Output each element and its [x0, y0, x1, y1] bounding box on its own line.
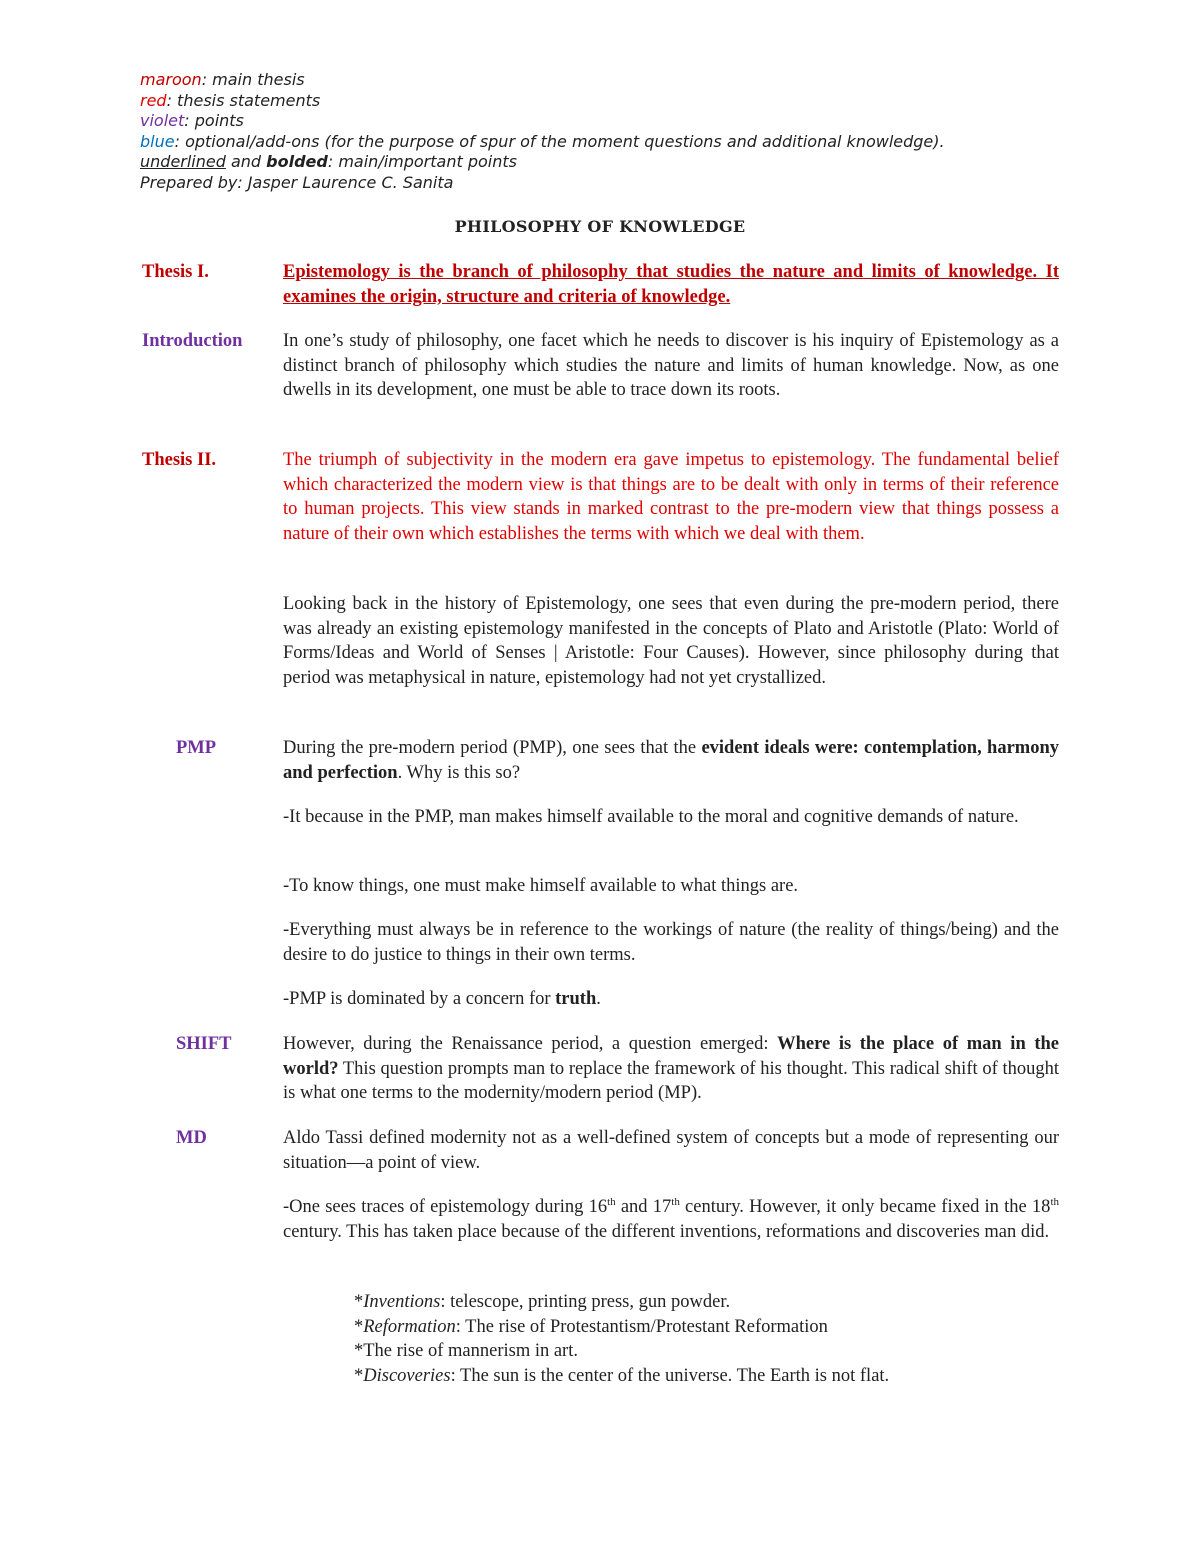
- list-item: [354, 1290, 1074, 1315]
- shift-text: [283, 1032, 1059, 1106]
- list-rest: : telescope, printing press, gun powder.: [440, 1292, 731, 1312]
- legend-and: and: [225, 152, 267, 171]
- pmp-text-bold: evident ideals were: contemplation, harmony and perfection: [283, 738, 1059, 783]
- list-star: *: [354, 1366, 364, 1387]
- pmp-point-1: -It because in the PMP, man makes himself available to the moral and cognitive demands of nature.: [283, 807, 1019, 827]
- legend-desc-red: : thesis statements: [166, 90, 321, 110]
- md-sup-3: th: [1050, 1195, 1059, 1208]
- legend-key-red: red: [140, 90, 167, 110]
- md-label: MD: [176, 1128, 207, 1148]
- thesis-1-label: Thesis I.: [142, 262, 209, 282]
- pmp-text-a: During the pre-modern period (PMP), one sees that the: [283, 738, 702, 758]
- list-key: Reformation: [363, 1316, 456, 1337]
- pmp-point-3: -Everything must always be in reference to the workings of nature (the reality of things/being) and the desire to do justice to things in their own terms.: [283, 920, 1059, 965]
- md-traces-d: century. This has taken place because of the different inventions, reformations and discoveries man did.: [283, 1221, 1050, 1242]
- legend-key-maroon: maroon: [140, 70, 202, 89]
- md-sup-1: th: [607, 1195, 616, 1208]
- thesis-2-text: The triumph of subjectivity in the modern era gave impetus to epistemology. The fundamental belief which characterized the modern view is that things are to be dealt with only in terms of their reference to human projects. This view stands in marked contrast to the pre-modern view that things possess a nature of their own which establishes the terms with which we deal with them.: [283, 450, 1059, 545]
- legend-line-violet: [140, 111, 1080, 132]
- md-traces-b: and 17: [615, 1197, 672, 1217]
- md-text: Aldo Tassi defined modernity not as a well-defined system of concepts but a mode of representing our situation—a point of view.: [283, 1128, 1059, 1173]
- pmp-text-b: . Why is this so?: [397, 762, 521, 783]
- pmp-point-2: -To know things, one must make himself available to what things are.: [283, 876, 799, 896]
- legend-line-format: [140, 152, 1080, 173]
- md-traces-c: century. However, it only became fixed in the 18: [679, 1197, 1051, 1217]
- md-sup-2: th: [671, 1195, 680, 1208]
- examples-list: [354, 1290, 1074, 1389]
- document-title: PHILOSOPHY OF KNOWLEDGE: [454, 217, 746, 236]
- list-rest: The rise of mannerism in art.: [363, 1341, 578, 1362]
- pmp-point-4-a: -PMP is dominated by a concern for: [283, 989, 556, 1009]
- list-item: [354, 1315, 1074, 1340]
- list-rest: : The sun is the center of the universe. The Earth is not flat.: [450, 1366, 890, 1387]
- md-traces-a: -One sees traces of epistemology during 16: [283, 1197, 608, 1217]
- color-legend: [140, 70, 1080, 193]
- introduction-text: In one’s study of philosophy, one facet which he needs to discover is his inquiry of Epistemology as a distinct branch of philosophy which studies the nature and limits of human knowledge. Now, as one dwells in its development, one must be able to trace down its roots.: [283, 331, 1059, 401]
- list-star: *: [354, 1341, 364, 1362]
- legend-key-violet: violet: [140, 111, 185, 130]
- list-item: [354, 1339, 1074, 1364]
- legend-key-blue: blue: [140, 131, 175, 151]
- pmp-point-4: [283, 987, 1059, 1012]
- prepared-by: Prepared by: Jasper Laurence C. Sanita: [140, 172, 454, 192]
- pmp-point-4-b: .: [596, 989, 601, 1009]
- pmp-label: PMP: [176, 738, 217, 758]
- legend-bolded: bolded: [266, 152, 328, 171]
- list-item: [354, 1364, 1074, 1389]
- pmp-text: [283, 736, 1059, 785]
- shift-text-bold: Where is the place of man in the world?: [283, 1034, 1060, 1079]
- thesis-1-text: Epistemology is the branch of philosophy that studies the nature and limits of knowledge. It examines the origin, structure and criteria of knowledge.: [283, 262, 1059, 307]
- md-traces-paragraph: [283, 1195, 1059, 1244]
- legend-bolded-desc: : main/important points: [327, 152, 517, 171]
- legend-line-red: [140, 91, 1080, 112]
- pmp-point-4-bold: truth: [555, 989, 597, 1009]
- list-key: Discoveries: [363, 1366, 451, 1387]
- list-rest: : The rise of Protestantism/Protestant Reformation: [455, 1316, 828, 1337]
- legend-line-maroon: [140, 70, 1080, 91]
- legend-underlined: underlined: [140, 152, 226, 171]
- legend-desc-violet: : points: [184, 111, 244, 130]
- list-star: *: [354, 1292, 364, 1312]
- history-paragraph: Looking back in the history of Epistemology, one sees that even during the pre-modern period, there was already an existing epistemology manifested in the concepts of Plato and Aristotle (Plato: World of Forms/Ideas and World of Senses | Aristotle: Four Causes). However, since philosophy during that period was metaphysical in nature, epistemology had not yet crystallized.: [283, 594, 1059, 689]
- introduction-label: Introduction: [142, 331, 243, 351]
- list-key: Inventions: [363, 1292, 441, 1312]
- legend-desc-maroon: : main thesis: [201, 70, 305, 89]
- legend-line-blue: [140, 132, 1080, 153]
- thesis-2-label: Thesis II.: [142, 450, 217, 470]
- legend-desc-blue: : optional/add-ons (for the purpose of spur of the moment questions and additional knowledge).: [174, 131, 945, 151]
- shift-text-a: However, during the Renaissance period, a question emerged:: [283, 1034, 778, 1054]
- shift-text-b: This question prompts man to replace the framework of his thought. This radical shift of thought is what one terms to the modernity/modern period (MP).: [283, 1058, 1059, 1104]
- shift-label: SHIFT: [176, 1034, 232, 1054]
- list-star: *: [354, 1316, 364, 1337]
